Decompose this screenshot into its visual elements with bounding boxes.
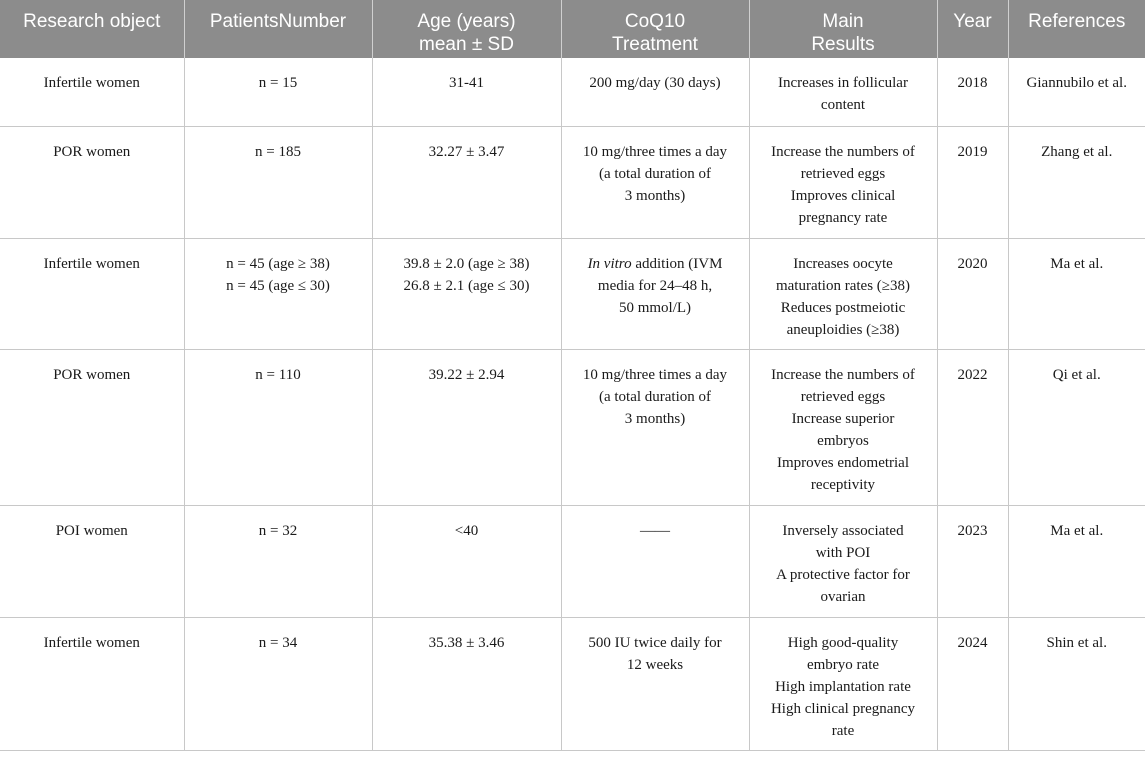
cell-treatment: In vitro addition (IVM media for 24–48 h, 50 mmol/L): [561, 238, 749, 349]
cell-main-results: Increase the numbers of retrieved eggs Increase superior embryos Improves endometrial receptivity: [749, 349, 937, 505]
cell-treatment: 10 mg/three times a day (a total duration of 3 months): [561, 126, 749, 238]
cell-research-object: Infertile women: [0, 617, 184, 750]
cell-patients-number: n = 34: [184, 617, 372, 750]
cell-year: 2020: [937, 238, 1008, 349]
table-row: [0, 58, 1145, 126]
cell-references: Ma et al.: [1008, 238, 1145, 349]
cell-age: 32.27 ± 3.47: [372, 126, 561, 238]
cell-year: 2018: [937, 58, 1008, 126]
cell-patients-number: n = 185: [184, 126, 372, 238]
table-row: [0, 238, 1145, 349]
cell-main-results: Increases oocyte maturation rates (≥38) Reduces postmeiotic aneuploidies (≥38): [749, 238, 937, 349]
cell-age: 35.38 ± 3.46: [372, 617, 561, 750]
table-row: [0, 505, 1145, 617]
cell-references: Shin et al.: [1008, 617, 1145, 750]
in-vitro-italic: In vitro: [587, 255, 632, 272]
cell-references: Zhang et al.: [1008, 126, 1145, 238]
cell-main-results: Increases in follicular content: [749, 58, 937, 126]
cell-research-object: POR women: [0, 126, 184, 238]
cell-research-object: Infertile women: [0, 238, 184, 349]
cell-main-results: Inversely associated with POI A protective factor for ovarian: [749, 505, 937, 617]
header-year: Year: [937, 0, 1008, 58]
cell-age: <40: [372, 505, 561, 617]
cell-references: Giannubilo et al.: [1008, 58, 1145, 126]
header-row: [0, 0, 1145, 58]
header-research-object: Research object: [0, 0, 184, 58]
cell-research-object: POR women: [0, 349, 184, 505]
header-patients-number: PatientsNumber: [184, 0, 372, 58]
cell-age: 39.22 ± 2.94: [372, 349, 561, 505]
cell-treatment: 200 mg/day (30 days): [561, 58, 749, 126]
header-age: Age (years) mean ± SD: [372, 0, 561, 58]
table-row: [0, 349, 1145, 505]
header-main-results: Main Results: [749, 0, 937, 58]
cell-patients-number: n = 32: [184, 505, 372, 617]
cell-year: 2023: [937, 505, 1008, 617]
cell-patients-number: n = 110: [184, 349, 372, 505]
cell-research-object: Infertile women: [0, 58, 184, 126]
header-treatment: CoQ10 Treatment: [561, 0, 749, 58]
cell-treatment: 10 mg/three times a day (a total duration of 3 months): [561, 349, 749, 505]
table-row: [0, 617, 1145, 750]
cell-references: Qi et al.: [1008, 349, 1145, 505]
header-references: References: [1008, 0, 1145, 58]
cell-patients-number: n = 15: [184, 58, 372, 126]
cell-year: 2022: [937, 349, 1008, 505]
cell-main-results: Increase the numbers of retrieved eggs Improves clinical pregnancy rate: [749, 126, 937, 238]
cell-main-results: High good-quality embryo rate High implantation rate High clinical pregnancy rate: [749, 617, 937, 750]
cell-year: 2024: [937, 617, 1008, 750]
cell-references: Ma et al.: [1008, 505, 1145, 617]
cell-research-object: POI women: [0, 505, 184, 617]
cell-age: 39.8 ± 2.0 (age ≥ 38) 26.8 ± 2.1 (age ≤ 30): [372, 238, 561, 349]
table-row: [0, 126, 1145, 238]
cell-patients-number: n = 45 (age ≥ 38) n = 45 (age ≤ 30): [184, 238, 372, 349]
cell-age: 31-41: [372, 58, 561, 126]
cell-year: 2019: [937, 126, 1008, 238]
cell-treatment: 500 IU twice daily for 12 weeks: [561, 617, 749, 750]
cell-treatment: ——: [561, 505, 749, 617]
